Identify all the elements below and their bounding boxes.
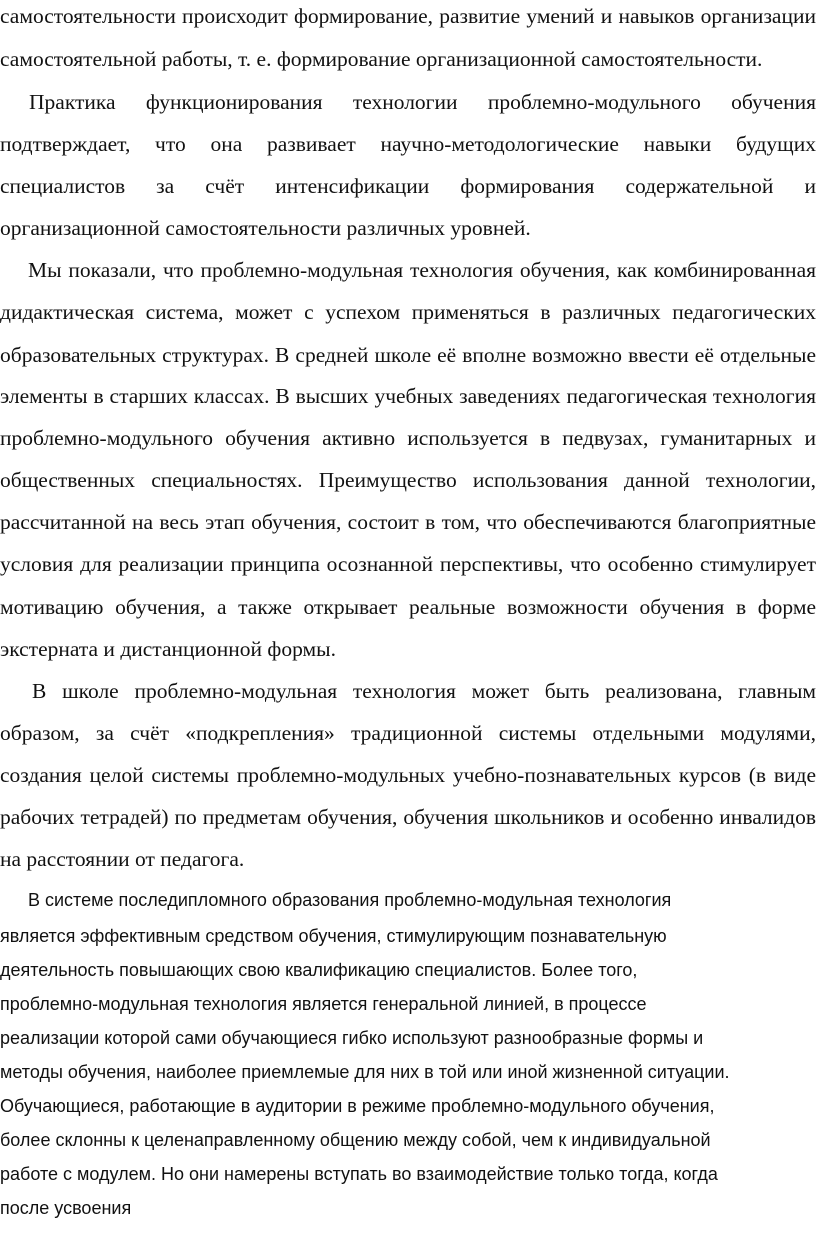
text-line: образовательных структурах. В средней школе её вполне возможно ввести её отдельные — [0, 343, 816, 367]
text-line: деятельность повышающих свою квалификацию специалистов. Более того, — [0, 960, 638, 980]
text-line: организационной самостоятельности различных уровней. — [0, 216, 531, 240]
text-line: специалистов за счёт интенсификации формирования содержательной и — [0, 174, 816, 198]
text-line: дидактическая система, может с успехом применяться в различных педагогических — [0, 300, 816, 324]
text-line: более склонны к целенаправленному общению между собой, чем к индивидуальной — [0, 1130, 711, 1150]
text-line: рассчитанной на весь этап обучения, состоит в том, что обеспечиваются благоприятные — [0, 510, 816, 534]
text-line: Мы показали, что проблемно-модульная технология обучения, как комбинированная — [28, 258, 816, 282]
text-line: на расстоянии от педагога. — [0, 847, 245, 871]
text-line: В системе последипломного образования проблемно-модульная технология — [28, 890, 672, 910]
text-line: является эффективным средством обучения, стимулирующим познавательную — [0, 926, 667, 946]
text-line: мотивацию обучения, а также открывает реальные возможности обучения в форме — [0, 595, 816, 619]
text-line: проблемно-модульного обучения активно используется в педвузах, гуманитарных и — [0, 426, 816, 450]
text-line: Обучающиеся, работающие в аудитории в режиме проблемно-модульного обучения, — [0, 1096, 715, 1116]
text-line: самостоятельной работы, т. е. формирование организационной самостоятельности. — [0, 47, 763, 71]
text-line: создания целой системы проблемно-модульных учебно-познавательных курсов (в виде — [0, 763, 816, 787]
text-line: самостоятельности происходит формирование, развитие умений и навыков организации — [0, 4, 816, 28]
text-line: после усвоения — [0, 1198, 132, 1218]
text-line: экстерната и дистанционной формы. — [0, 637, 336, 661]
text-line: общественных специальностях. Преимущество использования данной технологии, — [0, 468, 816, 492]
text-line: Практика функционирования технологии проблемно-модульного обучения — [29, 90, 816, 114]
text-line: проблемно-модульная технология является генеральной линией, в процессе — [0, 994, 647, 1014]
text-line: методы обучения, наиболее приемлемые для них в той или иной жизненной ситуации. — [0, 1062, 730, 1082]
text-line: условия для реализации принципа осознанной перспективы, что особенно стимулирует — [0, 552, 816, 576]
text-line: рабочих тетрадей) по предметам обучения, обучения школьников и особенно инвалидов — [0, 805, 816, 829]
text-line: элементы в старших классах. В высших учебных заведениях педагогическая технология — [0, 384, 816, 408]
text-line: образом, за счёт «подкрепления» традиционной системы отдельными модулями, — [0, 721, 816, 745]
text-line: В школе проблемно-модульная технология может быть реализована, главным — [32, 679, 816, 703]
text-line: реализации которой сами обучающиеся гибко используют разнообразные формы и — [0, 1028, 704, 1048]
text-line: работе с модулем. Но они намерены вступать во взаимодействие только тогда, когда — [0, 1164, 718, 1184]
text-line: подтверждает, что она развивает научно-методологические навыки будущих — [0, 132, 816, 156]
